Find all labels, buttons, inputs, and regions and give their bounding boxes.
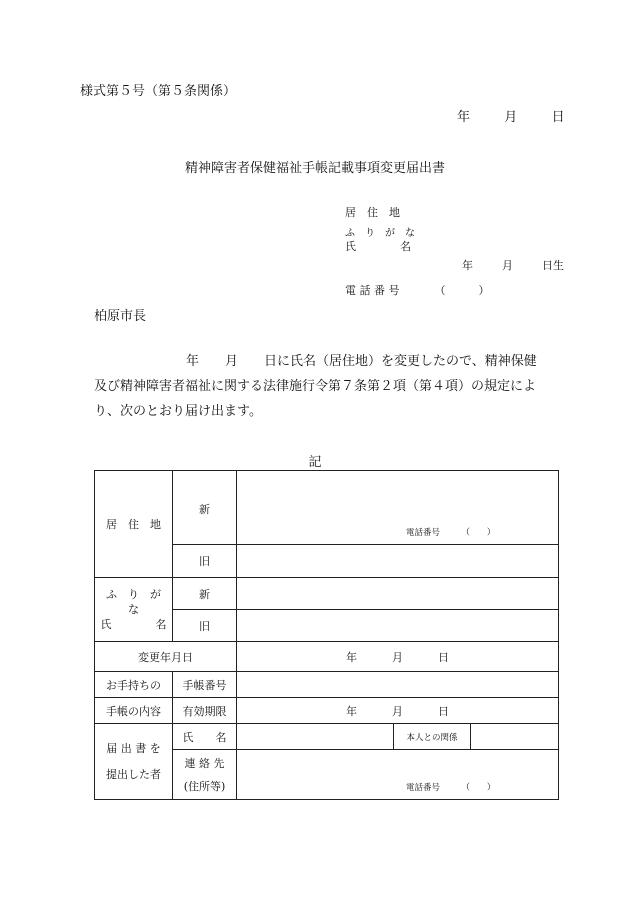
applicant-phone-paren: （ ）: [434, 284, 490, 297]
booklet-label-line1: お手持ちの: [95, 672, 173, 698]
birth-month: 月: [502, 259, 513, 272]
submitter-label-line1: 届 出 書 を: [106, 741, 161, 755]
name-old-label: 旧: [173, 610, 237, 642]
date-line: [457, 106, 565, 125]
applicant-name-label: 氏 名: [345, 240, 411, 253]
submitter-name-label: 氏 名: [173, 724, 237, 750]
submitter-name-field[interactable]: [237, 724, 394, 750]
relation-label: 本人との関係: [394, 724, 471, 750]
address-new-field[interactable]: [237, 471, 559, 545]
submitter-name-row: [95, 724, 559, 750]
change-date-day: 日: [438, 650, 449, 664]
change-date-field[interactable]: [237, 642, 559, 672]
body-line-3: り、次のとおり届け出ます。: [94, 404, 262, 419]
birth-year: 年: [462, 259, 473, 272]
date-day: 日: [551, 110, 565, 125]
booklet-expiry-month: 月: [392, 704, 403, 718]
submitter-contact-field[interactable]: [237, 750, 559, 800]
body-line-1: 年 月 日に氏名（居住地）を変更したので、精神保健: [186, 354, 537, 369]
birth-day: 日生: [542, 259, 564, 272]
address-label: 居 住 地: [95, 471, 173, 578]
applicant-birth: [462, 257, 564, 273]
name-name-label: 氏 名: [100, 618, 167, 631]
name-new-row: [95, 578, 559, 610]
address-old-label: 旧: [173, 545, 237, 578]
name-label: [95, 578, 173, 642]
address-old-field[interactable]: [237, 545, 559, 578]
contact-label-line2: (住所等): [183, 779, 226, 793]
applicant-address-label: 居 住 地: [345, 206, 400, 219]
relation-field[interactable]: [471, 724, 559, 750]
applicant-phone-label: 電 話 番 号: [345, 284, 400, 297]
change-date-year: 年: [346, 650, 357, 664]
contact-label-line1: 連 絡 先: [184, 756, 225, 770]
change-date-label: 変更年月日: [95, 642, 237, 672]
booklet-expiry-label: 有効期限: [173, 698, 237, 724]
booklet-number-field[interactable]: [237, 672, 559, 698]
change-date-row: [95, 642, 559, 672]
booklet-expiry-day: 日: [438, 704, 449, 718]
name-furigana-label: ふ り が な: [106, 588, 172, 616]
address-new-label: 新: [173, 471, 237, 545]
body-line-2: 及び精神障害者福祉に関する法律施行令第７条第２項（第４項）の規定によ: [94, 379, 537, 394]
submitter-phone-paren: （ ）: [461, 783, 496, 793]
addressee: 柏原市長: [94, 309, 147, 324]
address-phone-paren: （ ）: [461, 528, 496, 538]
address-phone: [241, 526, 554, 538]
applicant-furigana-label: ふ り が な: [345, 228, 415, 239]
booklet-number-label: 手帳番号: [173, 672, 237, 698]
name-old-field[interactable]: [237, 610, 559, 642]
body-paragraph: [94, 349, 560, 424]
submitter-phone-label: 電話番号: [406, 783, 441, 793]
ki-heading: 記: [308, 455, 322, 470]
date-month: 月: [504, 110, 518, 125]
submitter-contact-label: [173, 750, 237, 800]
submitter-label-line2: 提出した者: [106, 767, 161, 781]
address-phone-label: 電話番号: [406, 528, 441, 538]
form-number: 様式第５号（第５条関係）: [80, 84, 237, 99]
booklet-expiry-row: [95, 698, 559, 724]
booklet-expiry-field[interactable]: [237, 698, 559, 724]
address-new-row: [95, 471, 559, 545]
submitter-label: [95, 724, 173, 800]
applicant-phone: [345, 282, 490, 298]
name-new-field[interactable]: [237, 578, 559, 610]
name-new-label: 新: [173, 578, 237, 610]
booklet-number-row: [95, 672, 559, 698]
date-year: 年: [457, 110, 471, 125]
change-date-month: 月: [392, 650, 403, 664]
document-title: 精神障害者保健福祉手帳記載事項変更届出書: [184, 161, 445, 176]
submitter-phone: [241, 781, 554, 793]
booklet-label-line2: 手帳の内容: [95, 698, 173, 724]
change-form-table: [94, 470, 559, 800]
booklet-expiry-year: 年: [346, 704, 357, 718]
